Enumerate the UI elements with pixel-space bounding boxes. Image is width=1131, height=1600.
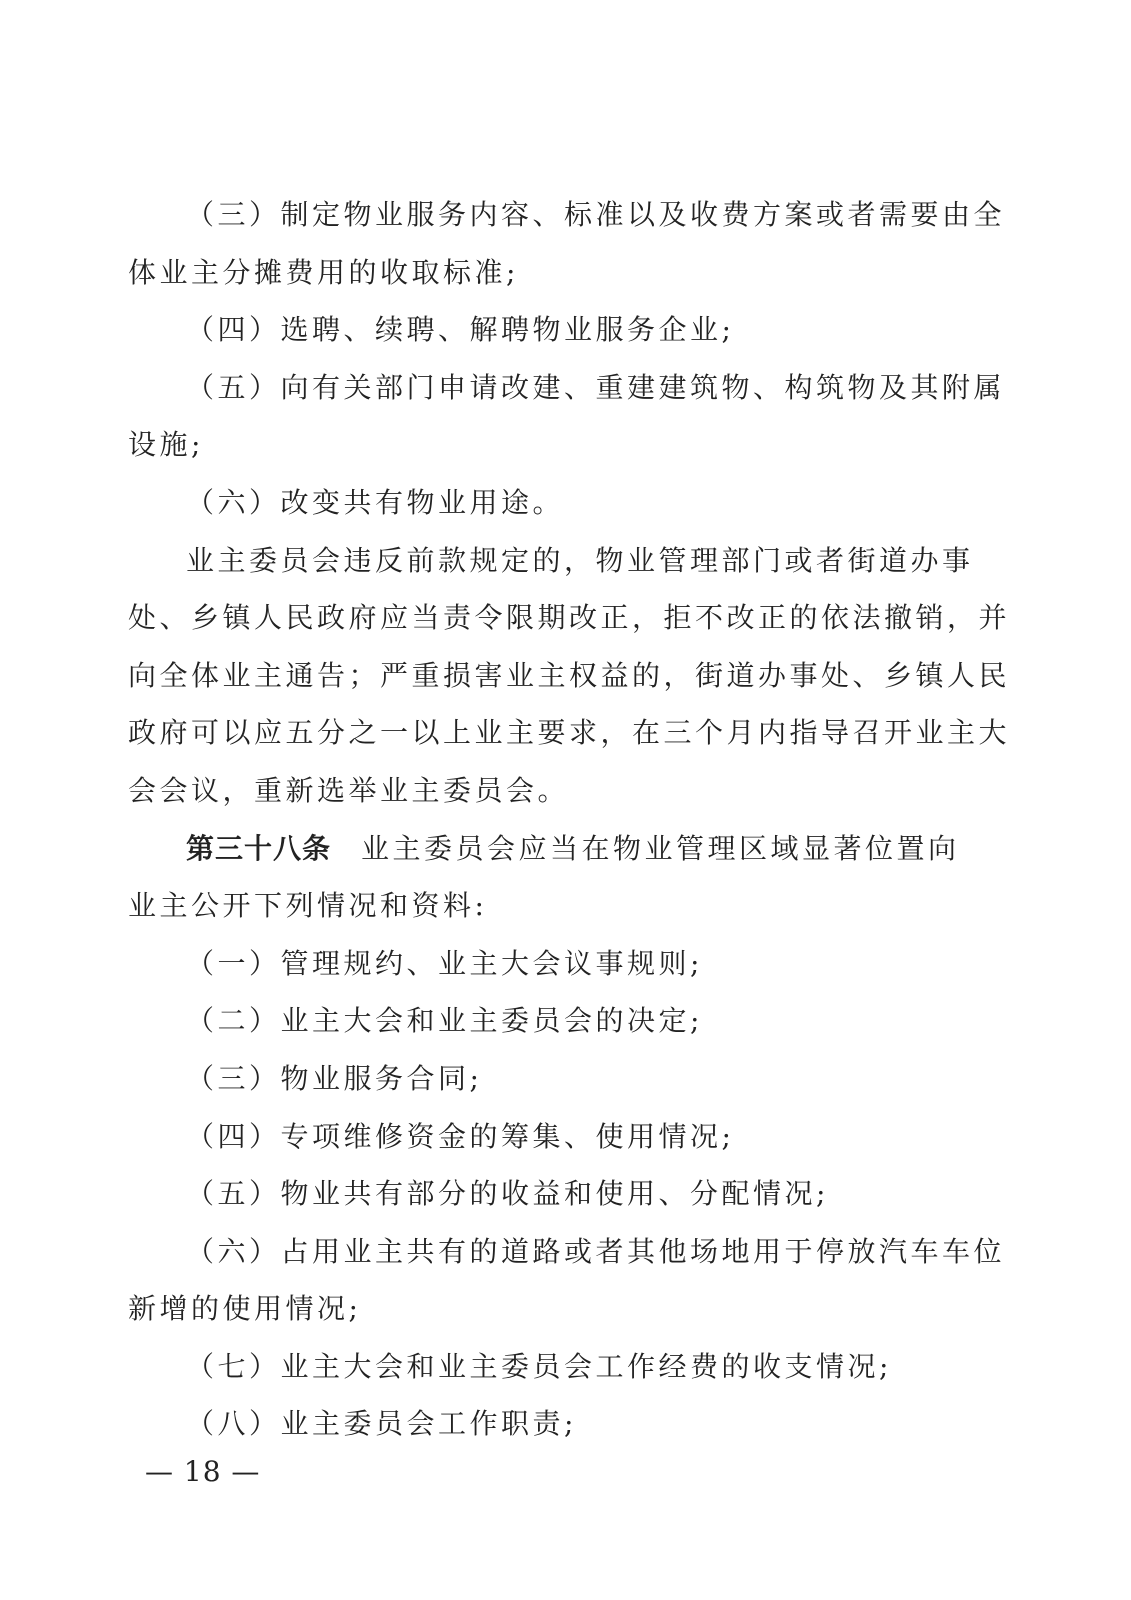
disclosure-item-6-line-2: 新增的使用情况; — [128, 1292, 362, 1326]
disclosure-item-7: （七）业主大会和业主委员会工作经费的收支情况; — [186, 1349, 892, 1383]
article-38-line-1 — [128, 820, 960, 878]
paragraph-violation-line-4: 政府可以应五分之一以上业主要求，在三个月内指导召开业主大 — [128, 716, 1011, 750]
disclosure-item-1: （一）管理规约、业主大会议事规则; — [186, 946, 703, 980]
disclosure-item-2: （二）业主大会和业主委员会的决定; — [186, 1004, 703, 1038]
paragraph-violation-line-3: 向全体业主通告；严重损害业主权益的，街道办事处、乡镇人民 — [128, 658, 1011, 692]
disclosure-item-5: （五）物业共有部分的收益和使用、分配情况; — [186, 1177, 829, 1211]
paragraph-item-4: （四）选聘、续聘、解聘物业服务企业; — [186, 313, 735, 347]
disclosure-item-3: （三）物业服务合同; — [186, 1061, 483, 1095]
document-body — [128, 186, 1011, 1453]
paragraph-violation-line-1: 业主委员会违反前款规定的，物业管理部门或者街道办事 — [186, 543, 974, 577]
disclosure-item-4: （四）专项维修资金的筹集、使用情况; — [186, 1119, 735, 1153]
article-38-text: 业主委员会应当在物业管理区域显著位置向 — [361, 831, 960, 865]
disclosure-item-8: （八）业主委员会工作职责; — [186, 1407, 577, 1441]
article-38-line-2: 业主公开下列情况和资料: — [128, 889, 488, 923]
paragraph-violation-line-2: 处、乡镇人民政府应当责令限期改正，拒不改正的依法撤销，并 — [128, 601, 1011, 635]
disclosure-item-6-line-1: （六）占用业主共有的道路或者其他场地用于停放汽车车位 — [186, 1234, 1006, 1268]
paragraph-item-5-line-2: 设施; — [128, 428, 204, 462]
paragraph-item-6: （六）改变共有物业用途。 — [186, 485, 565, 519]
paragraph-item-3-line-2: 体业主分摊费用的收取标准; — [128, 255, 519, 289]
article-title: 第三十八条 — [186, 831, 332, 865]
paragraph-violation-line-5: 会会议，重新选举业主委员会。 — [128, 773, 570, 807]
paragraph-item-3-line-1: （三）制定物业服务内容、标准以及收费方案或者需要由全 — [186, 198, 1006, 231]
page-number: — 18 — — [145, 1455, 261, 1488]
paragraph-item-5-line-1: （五）向有关部门申请改建、重建建筑物、构筑物及其附属 — [186, 370, 1006, 404]
